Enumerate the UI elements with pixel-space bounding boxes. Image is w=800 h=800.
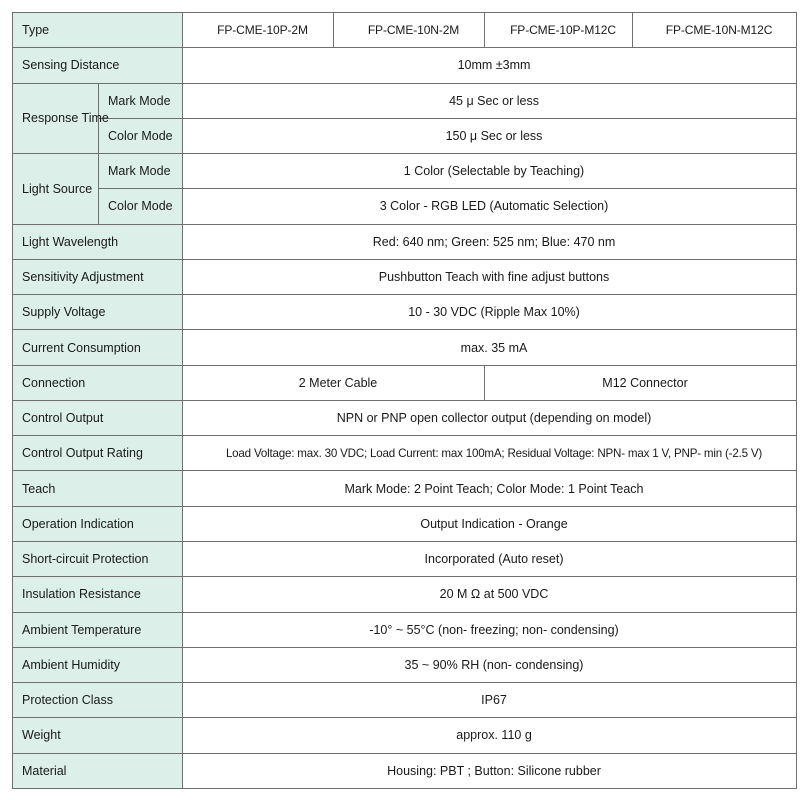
sub-label-response-mark-mode: Mark Mode (99, 83, 183, 118)
table-row-teach (13, 471, 797, 506)
row-value-teach: Mark Mode: 2 Point Teach; Color Mode: 1 Point Teach (183, 471, 797, 506)
row-value-control-output-rating: Load Voltage: max. 30 VDC; Load Current: max 100mA; Residual Voltage: NPN- max 1 V, PNP- min (-2.5 V) (183, 436, 797, 471)
row-label-supply-voltage: Supply Voltage (13, 295, 183, 330)
table-row-connection (13, 365, 797, 400)
row-label-current-consumption: Current Consumption (13, 330, 183, 365)
table-row-weight (13, 718, 797, 753)
model-header: FP-CME-10P-2M (183, 13, 334, 48)
table-row-current-consumption (13, 330, 797, 365)
row-value-insulation-resistance: 20 M Ω at 500 VDC (183, 577, 797, 612)
row-label-sensitivity-adjustment: Sensitivity Adjustment (13, 259, 183, 294)
table-row-control-output-rating (13, 436, 797, 471)
row-label-ambient-humidity: Ambient Humidity (13, 647, 183, 682)
row-value-protection-class: IP67 (183, 683, 797, 718)
model-header: FP-CME-10P-M12C (485, 13, 633, 48)
table-row-light-wavelength (13, 224, 797, 259)
row-label-short-circuit-protection: Short-circuit Protection (13, 541, 183, 576)
row-label-type: Type (13, 13, 183, 48)
sub-label-response-color-mode: Color Mode (99, 118, 183, 153)
row-value-material: Housing: PBT ; Button: Silicone rubber (183, 753, 797, 788)
row-label-protection-class: Protection Class (13, 683, 183, 718)
row-value-light-mark-mode: 1 Color (Selectable by Teaching) (183, 154, 797, 189)
model-header: FP-CME-10N-M12C (633, 13, 797, 48)
sub-label-light-color-mode: Color Mode (99, 189, 183, 224)
row-value-sensitivity-adjustment: Pushbutton Teach with fine adjust buttons (183, 259, 797, 294)
row-value-short-circuit-protection: Incorporated (Auto reset) (183, 541, 797, 576)
table-row-light-source-mark (13, 154, 797, 189)
row-value-sensing-distance: 10mm ±3mm (183, 48, 797, 83)
row-label-connection: Connection (13, 365, 183, 400)
row-label-ambient-temperature: Ambient Temperature (13, 612, 183, 647)
table-row-material (13, 753, 797, 788)
row-label-control-output: Control Output (13, 400, 183, 435)
table-row-type (13, 13, 797, 48)
row-label-sensing-distance: Sensing Distance (13, 48, 183, 83)
row-label-operation-indication: Operation Indication (13, 506, 183, 541)
row-label-response-time: Response Time (13, 83, 99, 154)
row-value-supply-voltage: 10 - 30 VDC (Ripple Max 10%) (183, 295, 797, 330)
row-label-weight: Weight (13, 718, 183, 753)
row-value-response-mark-mode: 45 μ Sec or less (183, 83, 797, 118)
row-value-operation-indication: Output Indication - Orange (183, 506, 797, 541)
row-value-connection-connector: M12 Connector (485, 365, 797, 400)
row-value-ambient-temperature: -10° ~ 55°C (non- freezing; non- condensing) (183, 612, 797, 647)
table-row-supply-voltage (13, 295, 797, 330)
table-row-response-time-mark (13, 83, 797, 118)
row-value-weight: approx. 110 g (183, 718, 797, 753)
row-value-control-output: NPN or PNP open collector output (depending on model) (183, 400, 797, 435)
spec-table (12, 12, 797, 789)
row-label-teach: Teach (13, 471, 183, 506)
table-row-sensing-distance (13, 48, 797, 83)
row-value-current-consumption: max. 35 mA (183, 330, 797, 365)
row-value-light-color-mode: 3 Color - RGB LED (Automatic Selection) (183, 189, 797, 224)
row-value-ambient-humidity: 35 ~ 90% RH (non- condensing) (183, 647, 797, 682)
row-label-material: Material (13, 753, 183, 788)
table-row-sensitivity-adjustment (13, 259, 797, 294)
sub-label-light-mark-mode: Mark Mode (99, 154, 183, 189)
table-row-protection-class (13, 683, 797, 718)
table-row-response-time-color (13, 118, 797, 153)
row-label-light-source: Light Source (13, 154, 99, 225)
table-row-ambient-temperature (13, 612, 797, 647)
table-row-short-circuit-protection (13, 541, 797, 576)
table-row-operation-indication (13, 506, 797, 541)
model-header: FP-CME-10N-2M (334, 13, 485, 48)
table-row-insulation-resistance (13, 577, 797, 612)
row-value-light-wavelength: Red: 640 nm; Green: 525 nm; Blue: 470 nm (183, 224, 797, 259)
table-row-ambient-humidity (13, 647, 797, 682)
table-row-control-output (13, 400, 797, 435)
spec-sheet (12, 12, 796, 789)
row-label-insulation-resistance: Insulation Resistance (13, 577, 183, 612)
table-row-light-source-color (13, 189, 797, 224)
row-value-response-color-mode: 150 μ Sec or less (183, 118, 797, 153)
row-label-light-wavelength: Light Wavelength (13, 224, 183, 259)
row-value-connection-cable: 2 Meter Cable (183, 365, 485, 400)
row-label-control-output-rating: Control Output Rating (13, 436, 183, 471)
